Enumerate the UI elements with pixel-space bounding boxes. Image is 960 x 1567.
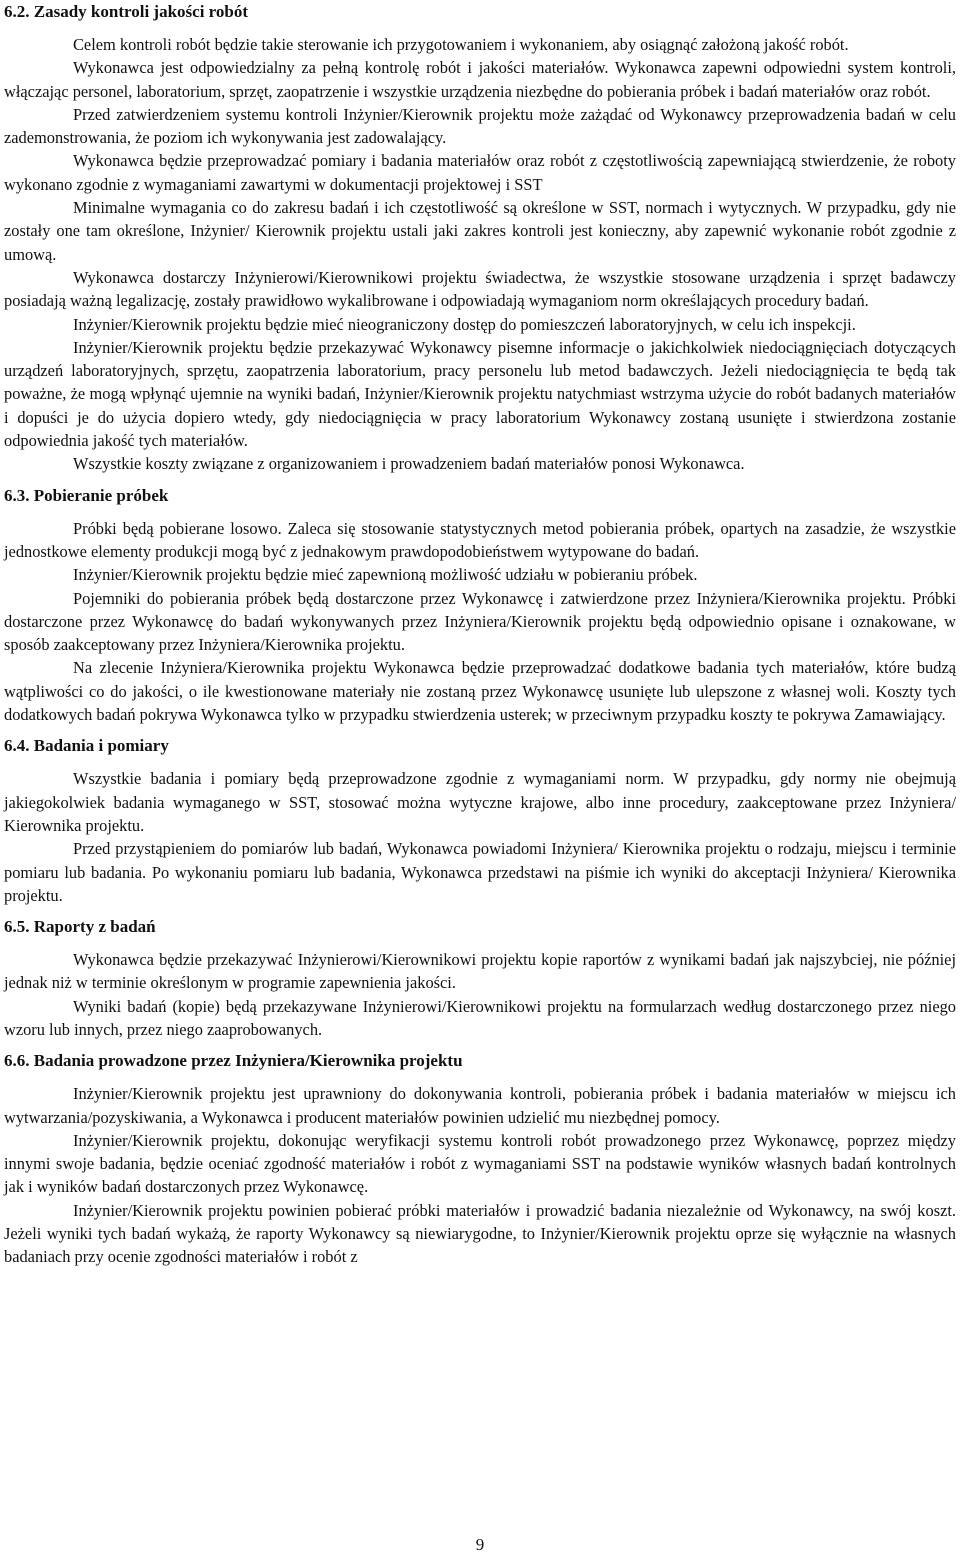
paragraph: Próbki będą pobierane losowo. Zaleca się stosowanie statystycznych metod pobierania próbek, opartych na zasadzie, że wszystkie jednostkowe elementy produkcji mogą być z jednakowym prawdopodobieństwem wytypowane do badań. (4, 518, 956, 561)
paragraph: Wszystkie badania i pomiary będą przeprowadzone zgodnie z wymaganiami norm. W przypadku, gdy normy nie obejmują jakiegokolwiek badania wymaganego w SST, stosować można wytyczne krajowe, albo inne procedury, zaakceptowane przez Inżyniera/ Kierownika projektu. (4, 769, 956, 835)
paragraph: Przed zatwierdzeniem systemu kontroli Inżynier/Kierownik projektu może zażądać od Wykonawcy przeprowadzenia badań w celu zademonstrowania, że poziom ich wykonywania jest zadowalający. (4, 104, 956, 148)
section-6-2 (4, 1, 956, 476)
document-body (4, 0, 956, 1269)
section-6-6 (4, 1050, 956, 1268)
section-heading: 6.3. Pobieranie próbek (4, 485, 169, 505)
paragraph: Inżynier/Kierownik projektu będzie mieć nieograniczony dostęp do pomieszczeń laboratoryjnych, w celu ich inspekcji. (73, 314, 856, 334)
paragraph: Wykonawca będzie przeprowadzać pomiary i badania materiałów oraz robót z częstotliwością zapewniającą stwierdzenie, że roboty wykonano zgodnie z wymaganiami zawartymi w dokumentacji projektowej i SST (4, 151, 956, 194)
section-heading: 6.5. Raporty z badań (4, 917, 156, 937)
paragraph: Inżynier/Kierownik projektu jest uprawniony do dokonywania kontroli, pobierania próbek i badania materiałów w miejscu ich wytwarzania/pozyskiwania, a Wykonawca i producent materiałów powinien udzielić mu niezbędnej pomocy. (4, 1084, 956, 1127)
paragraph: Wykonawca jest odpowiedzialny za pełną kontrolę robót i jakości materiałów. Wykonawca zapewni odpowiedni system kontroli, włączając personel, laboratorium, sprzęt, zaopatrzenie i wszystkie urządzenia niezbędne do pobierania próbek i badań materiałów oraz robót. (4, 58, 956, 101)
paragraph: Wykonawca będzie przekazywać Inżynierowi/Kierownikowi projektu kopie raportów z wynikami badań jak najszybciej, nie później jednak niż w terminie określonym w programie zapewnienia jakości. (4, 950, 956, 993)
page-number: 9 (475, 1535, 485, 1554)
paragraph: Minimalne wymagania co do zakresu badań i ich częstotliwość są określone w SST, normach i wytycznych. W przypadku, gdy nie zostały one tam określone, Inżynier/ Kierownik projektu ustali jaki zakres kontroli jest konieczny, aby zapewnić wykonanie robót zgodnie z umową. (4, 198, 956, 264)
paragraph: Pojemniki do pobierania próbek będą dostarczone przez Wykonawcę i zatwierdzone przez Inżyniera/Kierownika projektu. Próbki dostarczone przez Wykonawcę do badań wykonywanych przez Inżyniera/Kierownik projektu będą odpowiednio opisane i oznakowane, w sposób zaakceptowany przez Inżyniera/Kierownika projektu. (4, 588, 956, 655)
section-6-4 (4, 735, 956, 907)
section-heading: 6.6. Badania prowadzone przez Inżyniera/Kierownika projektu (4, 1051, 463, 1071)
paragraph: Inżynier/Kierownik projektu będzie przekazywać Wykonawcy pisemne informacje o jakichkolwiek niedociągnięciach dotyczących urządzeń laboratoryjnych, sprzętu, zaopatrzenia laboratorium, pracy personelu lub metod badawczych. Jeżeli niedociągnięcia te będą tak poważne, że mogą wpłynąć ujemnie na wyniki badań, Inżynier/Kierownik projektu natychmiast wstrzyma użycie do robót badanych materiałów i dopuści je do użycia dopiero wtedy, gdy niedociągnięcia w pracy laboratorium Wykonawcy zostaną usunięte i stwierdzona zostanie odpowiednia jakość tych materiałów. (4, 337, 956, 451)
section-heading: 6.4. Badania i pomiary (4, 736, 169, 756)
section-heading: 6.2. Zasady kontroli jakości robót (4, 2, 249, 21)
section-6-5 (4, 916, 956, 1041)
paragraph: Przed przystąpieniem do pomiarów lub badań, Wykonawca powiadomi Inżyniera/ Kierownika projektu o rodzaju, miejscu i terminie pomiaru lub badania. Po wykonaniu pomiaru lub badania, Wykonawca przedstawi na piśmie ich wyniki do akceptacji Inżyniera/ Kierownika projektu. (4, 839, 956, 905)
paragraph: Celem kontroli robót będzie takie sterowanie ich przygotowaniem i wykonaniem, aby osiągnąć założoną jakość robót. (73, 35, 849, 54)
paragraph: Inżynier/Kierownik projektu powinien pobierać próbki materiałów i prowadzić badania niezależnie od Wykonawcy, na swój koszt. Jeżeli wyniki tych badań wykażą, że raporty Wykonawcy są niewiarygodne, to Inżynier/Kierownik projektu oprze się wyłącznie na własnych badaniach przy ocenie zgodności materiałów i robót z (4, 1200, 956, 1267)
paragraph: Wykonawca dostarczy Inżynierowi/Kierownikowi projektu świadectwa, że wszystkie stosowane urządzenia i sprzęt badawczy posiadają ważną legalizację, zostały prawidłowo wykalibrowane i odpowiadają wymaganiom norm określających procedury badań. (4, 267, 956, 311)
paragraph: Na zlecenie Inżyniera/Kierownika projektu Wykonawca będzie przeprowadzać dodatkowe badania tych materiałów, które budzą wątpliwości co do jakości, o ile kwestionowane materiały nie zostaną przez Wykonawcę usunięte lub ulepszone z własnej woli. Koszty tych dodatkowych badań pokrywa Wykonawca tylko w przypadku stwierdzenia usterek; w przeciwnym przypadku koszty te pokrywa Zamawiający. (4, 658, 956, 725)
paragraph: Inżynier/Kierownik projektu, dokonując weryfikacji systemu kontroli robót prowadzonego przez Wykonawcę, poprzez między innymi swoje badania, będzie oceniać zgodność materiałów i robót z wymaganiami SST na podstawie wyników własnych badań kontrolnych jak i wyników badań dostarczonych przez Wykonawcę. (4, 1130, 956, 1197)
paragraph: Wszystkie koszty związane z organizowaniem i prowadzeniem badań materiałów ponosi Wykonawca. (73, 454, 745, 474)
paragraph: Wyniki badań (kopie) będą przekazywane Inżynierowi/Kierownikowi projektu na formularzach według dostarczonego przez niego wzoru lub innych, przez niego zaaprobowanych. (4, 996, 956, 1039)
paragraph: Inżynier/Kierownik projektu będzie mieć zapewnioną możliwość udziału w pobieraniu próbek. (73, 565, 698, 585)
section-6-3 (4, 485, 956, 727)
